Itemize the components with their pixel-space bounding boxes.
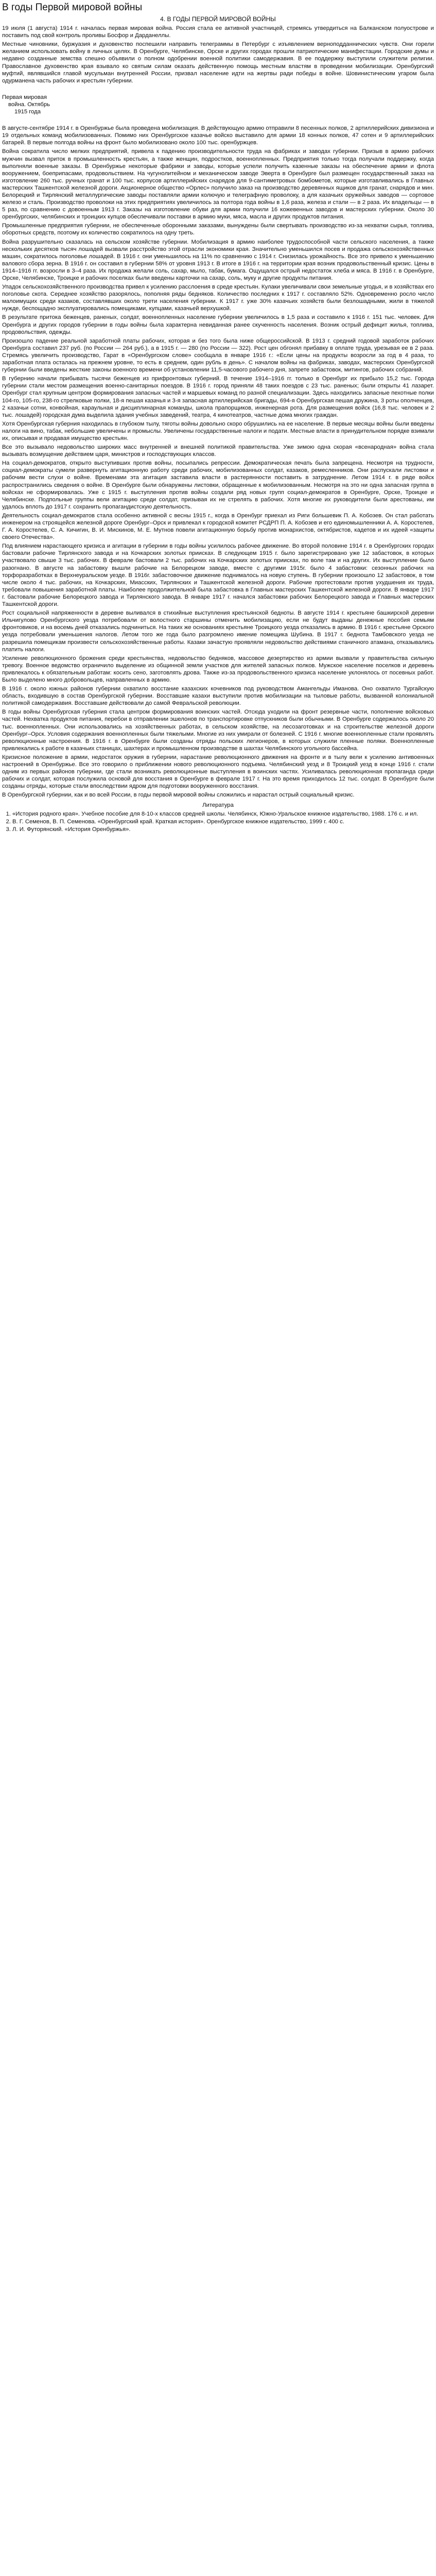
paragraph: Кризисное положение в армии, недостаток оружия в губернии, нарастание революционного движения на фронте и в тылу вели к усилению антивоенных настроений в Оренбуржье. Все это говорило о приближении нового революционного подъема. Челябинский уезд и 8 Троицкий уезд в конце 1916 г. стали одним из первых районов губернии, где стали возникать революционные выступления в воинских частях. Усиливалась революционная пропаганда среди рабочих и солдат, которая послужила основой для восстания в Оренбурге в феврале 1917 г. На это время приходилось 12 тыс. солдат. В Оренбурге были созданы отряды, которые стали впоследствии ядром для подготовки вооруженного восстания. — [2, 754, 434, 790]
paragraph: Деятельность социал-демократов стала особенно активной с весны 1915 г., когда в Оренбург приехал из Риги большевик П. А. Кобозев. Он стал работать инженером на строящейся железной дороге Оренбург–Орск и привлекал к городской комитет РСДРП П. А. Кобозев и его единомышленники А. А. Коростелев, Г. А. Коростелев, С. А. Кичигин, В. И. Мискинов, М. Е. Мутнов повели агитационную борьбу против монархистов, октябристов, кадетов и их идеей «защиты своего Отечества». — [2, 512, 434, 541]
literature-item: 3. Л. И. Футорянский. «История Оренбуржья». — [12, 826, 434, 833]
image-caption — [2, 94, 434, 115]
paragraph: Под влиянием нарастающего кризиса и агитации в губернии в годы войны усилилось рабочее движение. Во второй половине 1914 г. в Оренбургских городах бастовали рабочие Тирлянского завода и на Кочкарских золотых приисках. В следующем 1915 г. было зарегистрировано уже 12 забастовок, в которых участвовало свыше 3 тыс. рабочих. В феврале бастовали 2 тыс. рабочих на Кочкарских золотых приисках, по воле там и на других. Их выступление было разогнано. В августе на забастовку вышли рабочие на Белорецком заводе, вместе с другими 1915г. было 4 забастовки: сезонных рабочих на торфоразработках в Верхнеуральском уезде. В 1916г. забастовочное движение поднималось на новую ступень. В губернии произошло 12 забастовок, в том числе около 4 тыс. рабочих, на Кочкарских, Миасских, Тирлянских и Ташкентской железной дороги. Рабочие протестовали против ухудшения их труда, требовали повышения заработной платы. Наиболее продолжительной была забастовка в Главных мастерских Ташкентской железной дороги. В январе 1917 г. бастовали рабочие Белорецкого завода и Тирлянского завода. В январе 1917 г. начался забастовки рабочих Белорецкого завода и Главных мастерских Ташкентской дороги. — [2, 543, 434, 608]
paragraph: В Оренбургской губернии, как и во всей России, в годы первой мировой войны сложились и нарастал острый социальный кризис. — [2, 792, 355, 799]
paragraph: Произошло падение реальной заработной платы рабочих, которая и без того была ниже общероссийской. В 1913 г. средний годовой заработок рабочих Оренбурга составил 237 руб. (по России — 264 руб.), а в 1915 г. — 280 (по России — 322). Рост цен обгонял прибавку в оплате труда, урезывая ее в 2 раза. Стремясь увеличить производство, Гарат в «Оренбургском слове» сообщала в январе 1916 г.: «Если цены на продукты возросли за год в 4 раза, то заработная плата осталась на прежнем уровне, то есть в среднем, один рубль в день». С началом войны на фабриках, заводах, мастерских Оренбургской губернии были введены жесткие законы военного времени об установлении 11,5-часового рабочего дня, запрете забастовок, митингов, рабочих собраний. — [2, 337, 434, 374]
paragraph: Упадок сельскохозяйственного производства привел к усилению расслоения в среде крестьян. Кулаки увеличивали свои земельные угодья, и в хозяйствах его поголовье скота. Середнее хозяйство разорялось, пополняя ряды бедняков. Количество последних к 1917 г. составляло 52%. Одновременно росло число малоимущих среди казаков, составлявших около трети населения губернии. К 1917 г. уже 30% казачьих хозяйств были безлошадными, жили в тяжелой нужде, беспощадно эксплуатировались помещиками, купцами, казачьей верхушкой. — [2, 284, 434, 312]
paragraph: На социал-демократов, открыто выступивших против войны, посыпались репрессии. Демократическая печать была запрещена. Несмотря на трудности, социал-демократы сумели развернуть агитационную работу среди рабочих, мобилизованных солдат, казаков, ремесленников. Они распускали листовки и рабочим вести слухи о войне. Временами эта агитация заставила власти в растерянности поставить в затруднение. Летом 1914 г. в ряде войск распространились сведения о войне. В Оренбурге были обнаружены листовки, обращенные к мобилизованным. Несмотря на это ни одна запасная группа в войсках не сформировалась. Уже с 1915 г. выступления против войны создали ряд новых групп социал-демократов в Оренбурге, Орске, Троицке и Челябинске. Подпольные группы вели агитацию среди солдат, призывая их не стрелять в рабочих. Хотя многие их руководители были арестованы, им удалось вплоть до 1917 г. сохранить пропагандистскую деятельность. — [2, 460, 434, 510]
intro-text — [2, 25, 434, 84]
document-page — [0, 0, 436, 833]
literature-list — [2, 810, 434, 833]
caption-line: 1915 года — [14, 109, 41, 115]
caption-line: Первая мировая — [2, 94, 47, 100]
paragraph: Рост социальной напряженности в деревне выливался в стихийные выступления крестьянской бедноты. В августе 1914 г. крестьяне башкирской деревни Ильчигулово Оренбургского уезда потребовали от волостного старшины отменить мобилизацию, если не будут выданы денежные пособия семьям фронтовиков, и на восемь дней отказались подчиниться. На таких же основаниях крестьяне Троицкого уезда отказались в армию. В 1916 г. крестьяне Орского уезда потребовали уменьшения налогов. Летом того же года было разгромлено имение помещика Шубина. В 1917 г. беднота Тамбовского уезда не разрешила помещикам произвести сельскохозяйственные работы. Казаки зачастую проявляли недовольство действиями станичного атамана, отказывались платить налоги. — [2, 610, 434, 653]
paragraph: Усиление революционного брожения среди крестьянства, недовольство бедняков, массовое дезертирство из армии вызвали у правительства сильную тревогу. Военное ведомство ограничило выделение из общинной земли участков для жителей запасных полков. Мужское население поселков и деревень привлекалось к обязательным работам: косить сено, заготовлять дрова. Также из-за продовольственного кризиса население уклонялось от посевных работ. Было выделено много добровольцев, направленных в армию. — [2, 655, 434, 683]
paragraph: Война разрушительно сказалась на сельском хозяйстве губернии. Мобилизация в армию наиболее трудоспособной части сельского населения, а также нескольких десятков тысяч лошадей вызвали расстройство этой отрасли экономики края. Значительно уменьшился посев и продажа сельскохозяйственных машин, сократилось поголовье лошадей. В 1916 г. они уменьшилось на 11% по сравнению с 1914 г. Снизилась урожайность. Все это привело к уменьшению валового сбора зерна. В 1916 г. он составил в губернии 58% от уровня 1913 г. В итоге в 1916 г. на территории края возник продовольственный кризис. Цены в 1914–1916 гг. возросли в 3–4 раза. Их продажа желали соль, сахар, мыло, табак, бумага. Ощущался острый недостаток хлеба и мяса. В 1916 г. в Оренбурге, Орске, Челябинске, Троицке и рабочих поселках были введены карточки на сахар, соль, муку и другие продукты питания. — [2, 239, 434, 281]
paragraph: В годы войны Оренбургская губерния стала центром формирования воинских частей. Отсюда уходили на фронт резервные части, пополнение войсковых частей. Нехватка продуктов питания, перебои в отправлении эшелонов по транспортировке отпускников были обычными. В Оренбурге содержалось около 20 тыс. военнопленных. Они использовались на хозяйственных работах, в сельском хозяйстве, на лесозаготовках и на строительстве железной дороги Оренбург–Орск. Условия содержания военнопленных были тяжелыми. Многие из них умирали от болезней. С 1916 г. многие военнопленные стали проявлять революционные настроения. В 1916 г. в Оренбурге были созданы отряды польских легионеров, в которых служили пленные поляки. Военнопленные привлекались к работе в казачьих станицах, шахтерах и промышленном производстве в шахтах Челябинского угольного бассейна. — [2, 709, 434, 752]
paragraph: Промышленные предприятия губернии, не обеспеченные оборонными заказами, вынуждены были свертывать производство из-за нехватки сырья, топлива, оборотных средств, поэтому их количество сократилось на одну треть. — [2, 223, 434, 236]
paragraph: Война сократила число мелких предприятий, привела к падению производительности труда на фабриках и заводах губернии. Призыв в армию рабочих мужчин вызвал приток в промышленность крестьян, а также женщин, подростков, военнопленных. Предприятия только тогда получали поддержку, когда выполняли военные заказы. В Оренбуржье некоторые фабрики и заводы, которые успели получить казенные заказы на обеспечение армии и флота вооружением, боеприпасами, продовольствием. На чугунолитейном и механическом заводе Эверта в Оренбурге был размещен государственный заказ на изготовление 260 тыс. ручных гранат и 100 тыс. корпусов артиллерийских снарядов для 9-сантиметровых бомбометов, которые изготавливались в Главных мастерских Ташкентской железной дороги. Акционерное общество «Орлес» получило заказ на производство деревянных ящиков для гранат, снарядов и мин. Белорецкий и Тирлянский металлургические заводы поставляли армии колючую и телеграфную проволоку, а для казачьих оружейных заводов — сортовое железо и сталь. Производство проволоки на этих предприятиях увеличилось за полтора года войны в 1,6 раза, железа и стали — в 2 раза. Их владельцы — в 5 раз, по сравнению с довоенным 1913 г. Заказы на изготовление обуви для армии получили 16 кожевенных заводов и мастерских губернии. Около 30 оренбургских, челябинских и троицких купцов обеспечивали поставки в армию муки, мяса, масла и других продуктов питания. — [2, 148, 434, 221]
caption-line: война. Октябрь — [8, 101, 50, 108]
paragraph: 19 июля (1 августа) 1914 г. началась первая мировая война. Россия стала ее активной участницей, стремясь утвердиться на Балканском полуострове и поставить под свой контроль проливы Босфор и Дарданеллы. — [2, 25, 434, 39]
paragraph: В губернию начали прибывать тысячи беженцев из прифронтовых губерний. В течение 1914–1916 гг. только в Оренбург их прибыло 15,2 тыс. Города губернии стали местом размещения военно-санитарных поездов. В 1916 г. город приняли 48 таких поездов с 23 тыс. раненых; были открыты 41 лазарет. Оренбург стал крупным центром формирования запасных частей и маршевых команд по разной специализации. Здесь находились запасные пехотные полки 104-го, 105-го, 238-го стрелковые полки, 18-я пешая казачья и 3-я запасная артиллерийская бригады, 694-я Оренбургская пешая дружина, 3 роты ополченцев, 2 казачьи сотни, конвойная, караульная и дисциплинарная команды, школа прапорщиков, инженерная рота. Для размещения войск (16,8 тыс. человек и 2 тыс. лошадей) городская дума выделила здания учебных заведений, театра, 4 кинотеатров, частные дома многих граждан. — [2, 376, 434, 418]
literature-heading: Литература — [202, 802, 234, 809]
paragraph: Все это вызывало недовольство широких масс внутренней и внешней политикой правительства. Уже зимою одна скорая «всенародная» война стала вызывать возмущение действием царя, министров и господствующих классов. — [2, 444, 434, 458]
paragraph: В августе-сентябре 1914 г. в Оренбуржье была проведена мобилизация. В действующую армию отправили 8 песенных полков, 2 артиллерийских дивизиона и 19 отдельных команд мобилизованных. Помимо них Оренбургское казачье войско выставило для армии 18 конных полков, 47 сотен и 9 артиллерийских батарей. В первые полгода войны на фронт было мобилизовано около 100 тыс. оренбуржцев. — [2, 125, 434, 146]
literature-item: 2. В. Г. Семенов, В. П. Семенова. «Оренбургский край. Краткая история». Оренбургское книжное издательство, 1999 г. 400 с. — [12, 818, 434, 825]
body-text — [2, 125, 434, 799]
page-title: В годы Первой мировой войны — [2, 2, 143, 13]
paragraph: Хотя Оренбургская губерния находилась в глубоком тылу, тяготы войны довольно скоро обрушились на ее население. В первые месяцы войны были введены налоги на вино, табак, небольшие увеличены и промыслы. Увеличены государственные налоги и подати. Местные власти в принудительном порядке взимали их, описывая и продавая имущество крестьян. — [2, 420, 434, 442]
literature-item: 1. «История родного края». Учебное пособие для 8-10-х классов средней школы. Челябинск, Южно-Уральское книжное издательство, 1988. 176 с. и ил. — [12, 810, 434, 818]
section-subtitle: 4. В ГОДЫ ПЕРВОЙ МИРОВОЙ ВОЙНЫ — [160, 15, 276, 23]
paragraph: В результате притока беженцев, раненых, солдат, военнопленных население губернии увеличилось в 1,5 раза и составило к 1916 г. 151 тыс. человек. Для Оренбурга и других городов губернии в годы войны была характерна невиданная ранее скученность населения. Возник острый дефицит жилья, топлива, продовольствия, одежды. — [2, 314, 434, 335]
paragraph: В 1916 г. около южных районов губернии охватило восстание казахских кочевников под руководством Амангельды Иманова. Оно охватило Тургайскую область, входившую в состав Оренбургской губернии. Восставшие казахи выступили против мобилизации на тыловые работы, вызванной колониальной политикой самодержавия. Восставшие действовали до самой Февральской революции. — [2, 686, 434, 707]
paragraph: Местные чиновники, буржуазия и духовенство поспешили направить телеграммы в Петербург с изъявлением верноподданнических чувств. Они горели желанием использовать войну в личных целях. В Оренбурге, Челябинске, Орске и других городах прошли патриотические манифестации. Городские думы и недавно созданные земства спешно объявили о полном одобрении военной политики самодержавия. В ее поддержку выступили служители религии. Православное духовенство края взывало ко святым силам оказать действенную помощь местным властям в проведении мобилизации. Оренбургский муфтий, являвшийся главой мусульман внутренней России, призвал население идти на жертвы ради победы в войне. Шовинистическим угаром была одурманена часть рабочих и крестьян губернии. — [2, 41, 434, 84]
